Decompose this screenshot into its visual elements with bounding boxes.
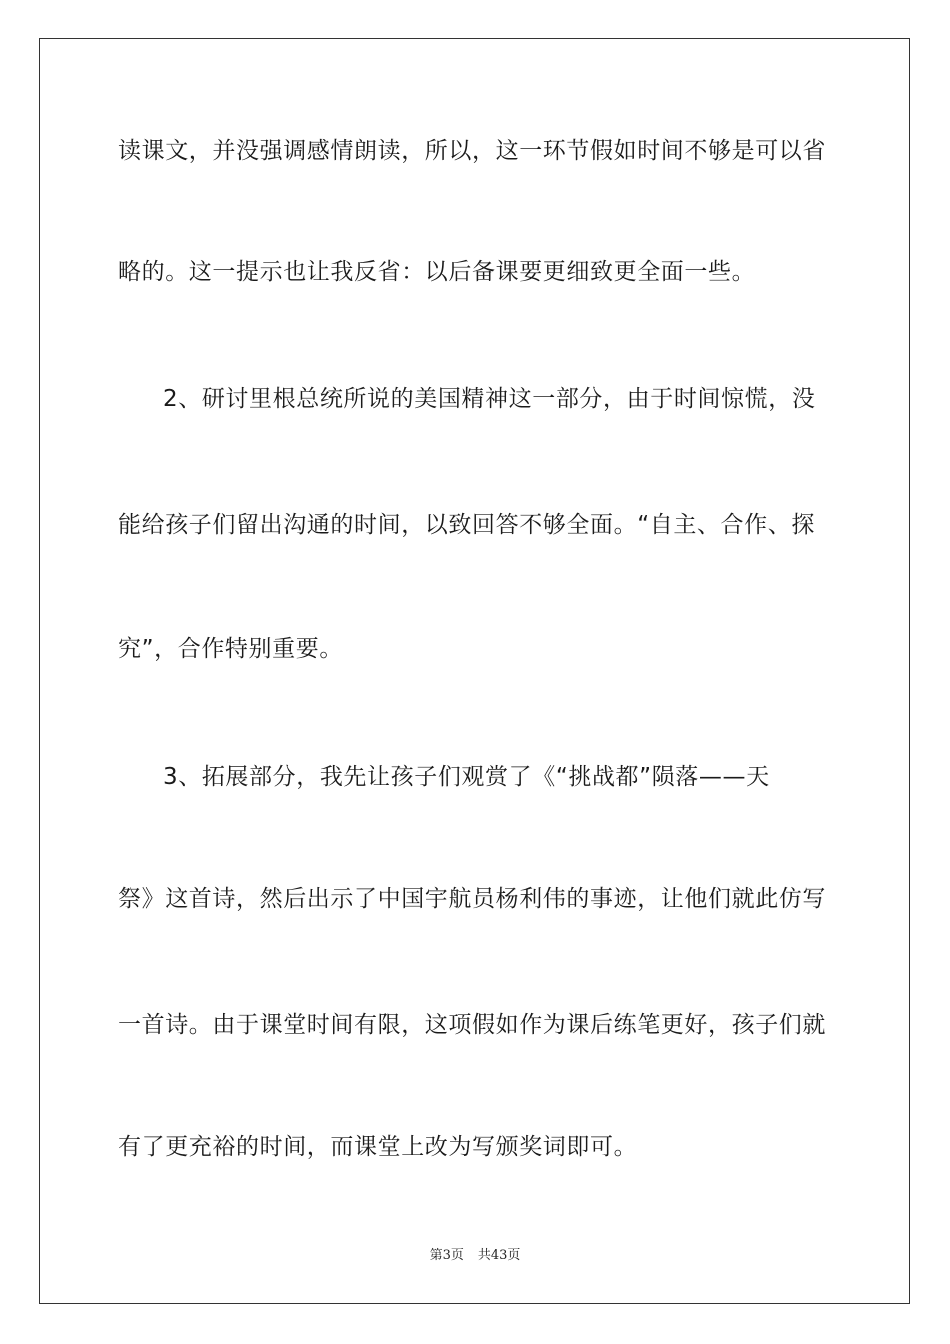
text-line: 3、拓展部分，我先让孩子们观赏了《“挑战都”陨落——天	[163, 764, 770, 790]
text-line: 究”，合作特别重要。	[118, 636, 343, 662]
text-line: 略的。这一提示也让我反省：以后备课要更细致更全面一些。	[118, 259, 756, 285]
text-line: 一首诗。由于课堂时间有限，这项假如作为课后练笔更好，孩子们就	[118, 1012, 826, 1038]
page-frame	[39, 38, 910, 1304]
text-line: 祭》这首诗，然后出示了中国宇航员杨利伟的事迹，让他们就此仿写	[118, 886, 826, 912]
page-total: 共43页	[477, 1248, 521, 1263]
text-line: 读课文，并没强调感情朗读，所以，这一环节假如时间不够是可以省	[118, 138, 826, 164]
page-number: 第3页	[429, 1248, 464, 1263]
text-line: 有了更充裕的时间，而课堂上改为写颁奖词即可。	[118, 1134, 638, 1160]
text-line: 2、研讨里根总统所说的美国精神这一部分，由于时间惊慌，没	[163, 386, 816, 412]
page-footer	[0, 1246, 950, 1266]
text-line: 能给孩子们留出沟通的时间，以致回答不够全面。“自主、合作、探	[118, 512, 815, 538]
